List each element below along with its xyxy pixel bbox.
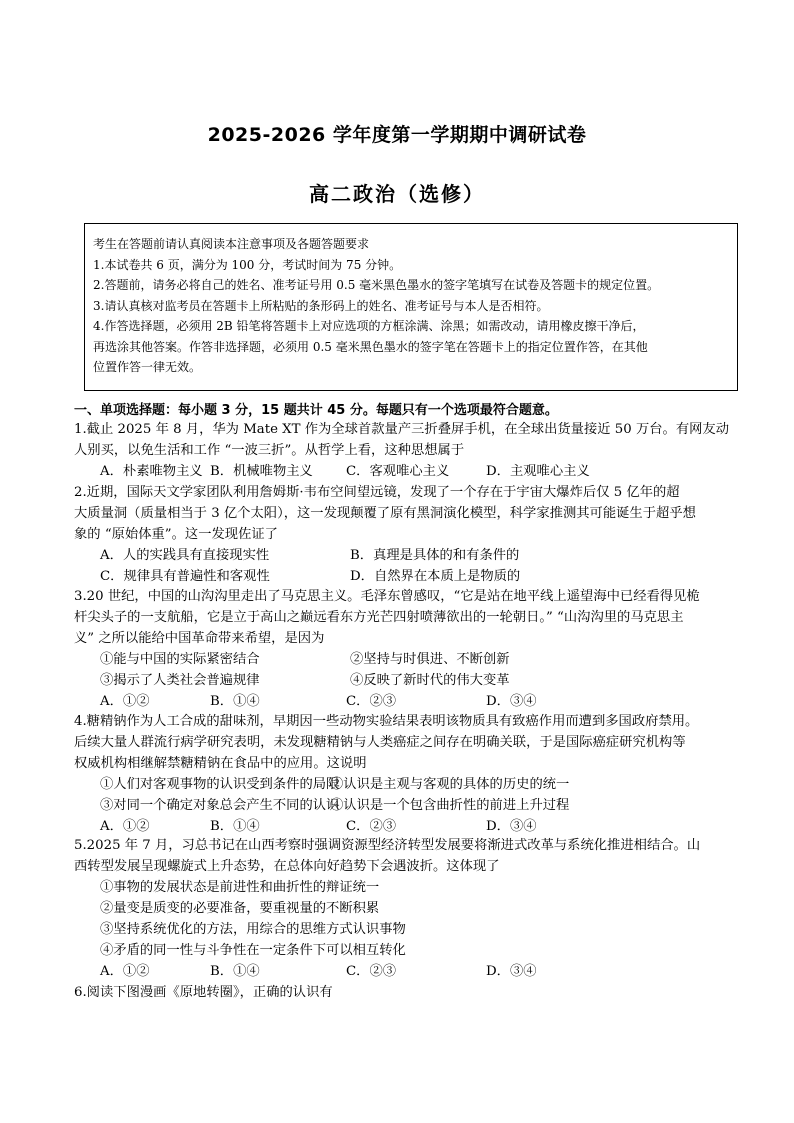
question-stem-line: 4.糖精钠作为人工合成的甜味剂，早期因一些动物实验结果表明该物质具有致癌作用而遭到多国政府禁用。 <box>74 714 699 729</box>
option-c: C．②③ <box>346 819 397 834</box>
exam-subtitle: 高二政治（选修） <box>309 182 485 206</box>
option-a: A．人的实践具有直接现实性 <box>100 548 270 563</box>
statement-1: ①事物的发展状态是前进性和曲折性的辩证统一 <box>100 880 380 895</box>
options-row <box>74 461 734 482</box>
question-stem-line: 象的 “原始体重”。这一发现佐证了 <box>74 527 278 542</box>
question-3 <box>74 586 734 712</box>
option-b: B．机械唯物主义 <box>210 464 313 479</box>
question-stem-line: 5.2025 年 7 月，习总书记在山西考察时强调资源型经济转型发展要将渐进式改革与系统化推进相结合。山 <box>74 838 701 853</box>
option-c: C．②③ <box>346 694 397 709</box>
options-row <box>74 961 734 982</box>
question-stem-line: 人别买，以免生活和工作 “一波三折”。从哲学上看，这种思想属于 <box>74 443 465 458</box>
notice-line: 2.答题前，请务必将自己的姓名、准考证号用 0.5 毫米黑色墨水的签字笔填写在试卷及答题卡的规定位置。 <box>93 278 660 292</box>
options-row <box>74 691 734 712</box>
question-2 <box>74 482 734 587</box>
option-a: A．①② <box>100 694 150 709</box>
statement-4: ④矛盾的同一性与斗争性在一定条件下可以相互转化 <box>100 943 406 958</box>
statement-2: ②坚持与时俱进、不断创新 <box>350 652 510 667</box>
option-a: A．①② <box>100 819 150 834</box>
statement-2: ②量变是质变的必要准备，要重视量的不断积累 <box>100 901 380 916</box>
notice-box <box>84 223 738 391</box>
question-1 <box>74 419 734 482</box>
notice-line: 1.本试卷共 6 页，满分为 100 分，考试时间为 75 分钟。 <box>93 257 402 272</box>
question-6 <box>74 982 734 1003</box>
section-heading: 一、单项选择题：每小题 3 分，15 题共计 45 分。每题只有一个选项最符合题意。 <box>74 403 558 418</box>
question-stem-line: 1.截止 2025 年 8 月，华为 Mate XT 作为全球首款量产三折叠屏手机，在全球出货量接近 50 万台。有网友动 <box>74 422 730 437</box>
option-b: B．①④ <box>210 964 260 979</box>
option-c: C．规律具有普遍性和客观性 <box>100 569 270 584</box>
statement-1: ①人们对客观事物的认识受到条件的局限 <box>100 777 340 792</box>
question-stem-line: 杆尖头子的一支航船，它是立于高山之巅远看东方光芒四射喷薄欲出的一轮朝日。” “山沟沟里的马克思主 <box>74 610 684 625</box>
statements-row <box>74 649 734 670</box>
option-d: D．③④ <box>486 694 537 709</box>
option-c: C．客观唯心主义 <box>346 464 450 479</box>
statement-1: ①能与中国的实际紧密结合 <box>100 652 260 667</box>
statement-2: ②认识是主观与客观的具体的历史的统一 <box>330 777 570 792</box>
question-4 <box>74 711 734 837</box>
question-stem-line: 后续大量人群流行病学研究表明，未发现糖精钠与人类癌症之间存在明确关联，于是国际癌症研究机构等 <box>74 735 686 750</box>
statement-4: ④认识是一个包含曲折性的前进上升过程 <box>330 798 570 813</box>
option-a: A．①② <box>100 964 150 979</box>
statements-row <box>74 670 734 691</box>
statement-3: ③对同一个确定对象总会产生不同的认识 <box>100 798 340 813</box>
notice-heading: 考生在答题前请认真阅读本注意事项及各题答题要求 <box>93 237 370 251</box>
notice-line: 再选涂其他答案。作答非选择题，必须用 0.5 毫米黑色墨水的签字笔在答题卡上的指定位置作答，在其他 <box>93 339 648 354</box>
options-row <box>74 545 734 566</box>
option-b: B．真理是具体的和有条件的 <box>350 548 520 563</box>
option-a: A．朴素唯物主义 <box>100 464 203 479</box>
question-stem-line: 大质量洞（质量相当于 3 亿个太阳），这一发现颠覆了原有黑洞演化模型，科学家推测其可能诞生于超乎想 <box>74 506 696 521</box>
question-stem-line: 义” 之所以能给中国革命带来希望，是因为 <box>74 631 325 646</box>
statement-4: ④反映了新时代的伟大变革 <box>350 673 510 688</box>
notice-line: 3.请认真核对监考员在答题卡上所粘贴的条形码上的姓名、准考证号与本人是否相符。 <box>93 298 549 313</box>
question-stem-line: 权威机构相继解禁糖精钠在食品中的应用。这说明 <box>74 756 367 771</box>
statement-3: ③揭示了人类社会普遍规律 <box>100 673 260 688</box>
statements-row <box>74 795 734 816</box>
question-stem-line: 2.近期，国际天文学家团队利用詹姆斯·韦布空间望远镜，发现了一个存在于宇宙大爆炸后仅 5 亿年的超 <box>74 485 680 500</box>
option-d: D．主观唯心主义 <box>486 464 590 479</box>
option-d: D．③④ <box>486 964 537 979</box>
option-d: D．自然界在本质上是物质的 <box>350 569 521 584</box>
notice-line: 位置作答一律无效。 <box>93 360 202 374</box>
question-stem-line: 3.20 世纪，中国的山沟沟里走出了马克思主义。毛泽东曾感叹，“它是站在地平线上遥望海中已经看得见桅 <box>74 589 700 604</box>
option-b: B．①④ <box>210 694 260 709</box>
statements-row <box>74 774 734 795</box>
notice-line: 4.作答选择题，必须用 2B 铅笔将答题卡上对应选项的方框涂满、涂黑；如需改动，请用橡皮擦干净后， <box>93 319 645 333</box>
question-5 <box>74 835 734 982</box>
options-row <box>74 816 734 837</box>
exam-title: 2025-2026 学年度第一学期期中调研试卷 <box>207 124 587 146</box>
options-row <box>74 566 734 587</box>
option-c: C．②③ <box>346 964 397 979</box>
statement-3: ③坚持系统优化的方法，用综合的思维方式认识事物 <box>100 922 406 937</box>
option-b: B．①④ <box>210 819 260 834</box>
question-stem-line: 西转型发展呈现螺旋式上升态势，在总体向好趋势下会遇波折。这体现了 <box>74 859 500 874</box>
option-d: D．③④ <box>486 819 537 834</box>
question-stem-line: 6.阅读下图漫画《原地转圈》，正确的认识有 <box>74 985 333 1000</box>
